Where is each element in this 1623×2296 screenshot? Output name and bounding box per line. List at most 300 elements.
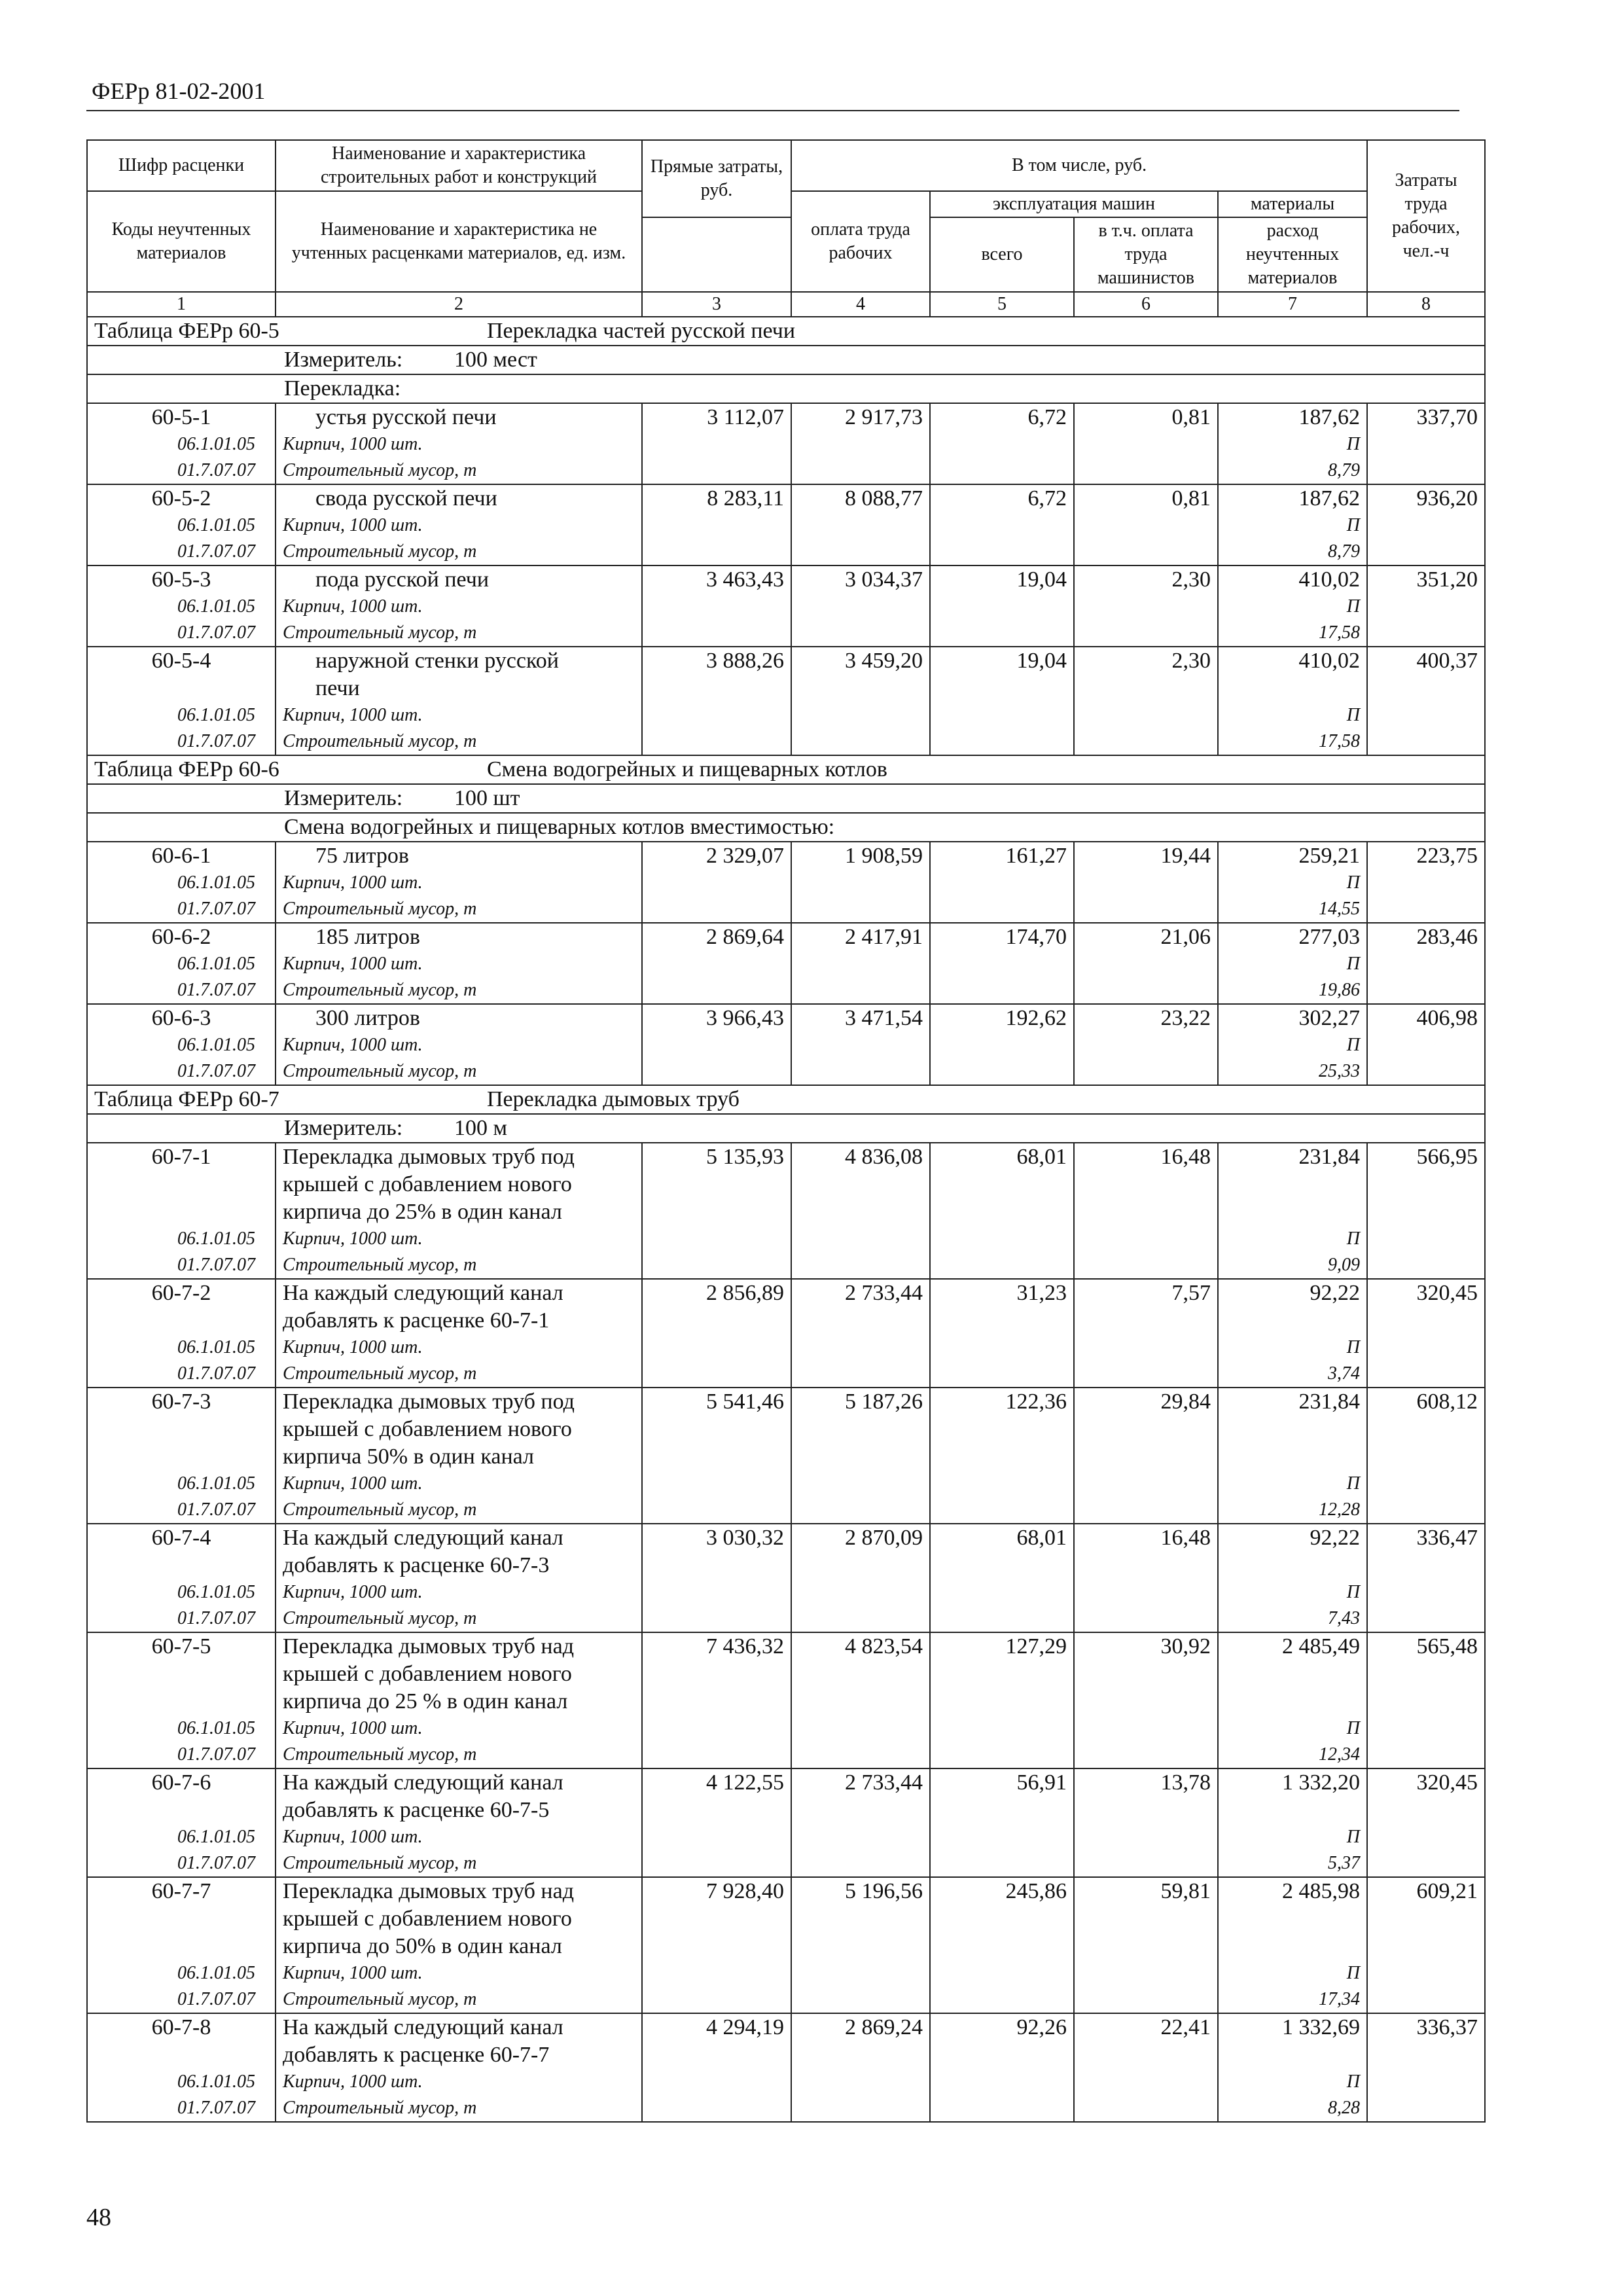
materials-value: 259,21 — [1298, 844, 1361, 868]
rate-code-cell — [87, 1632, 276, 1768]
material-unaccounted-mark: П — [1346, 1582, 1361, 1602]
section-title-row — [87, 755, 1485, 784]
value-c4: 5 196,56 — [791, 1877, 930, 2013]
meter-value: 100 м — [454, 1116, 508, 1140]
rates-table — [86, 139, 1486, 2123]
table-row — [87, 1877, 1485, 2013]
work-name-line: пода русской печи — [315, 567, 490, 592]
materials-cell — [1218, 2013, 1367, 2122]
material-debris-amount: 17,34 — [1319, 1989, 1361, 2009]
table-row — [87, 2013, 1485, 2122]
column-number: 3 — [642, 292, 791, 317]
material-code: 01.7.07.07 — [177, 1363, 255, 1384]
material-name: Кирпич, 1000 шт. — [283, 434, 423, 454]
section-table-code: Таблица ФЕРр 60-5 — [94, 319, 279, 343]
materials-value: 92,22 — [1310, 1526, 1361, 1550]
material-code: 01.7.07.07 — [177, 460, 255, 480]
material-debris-amount: 14,55 — [1319, 899, 1361, 919]
spacer — [1225, 1307, 1360, 1335]
material-code: 01.7.07.07 — [177, 1608, 255, 1628]
value-c4: 2 917,73 — [791, 403, 930, 484]
table-header — [87, 140, 1485, 317]
material-name: Строительный мусор, т — [283, 541, 477, 562]
value-labor: 223,75 — [1367, 842, 1485, 923]
material-code: 01.7.07.07 — [177, 1499, 255, 1520]
material-code: 01.7.07.07 — [177, 541, 255, 562]
table-row — [87, 1388, 1485, 1524]
value-c6: 13,78 — [1074, 1768, 1218, 1877]
spacer — [94, 1933, 268, 1960]
material-unaccounted-mark: П — [1346, 1718, 1361, 1738]
value-c6: 19,44 — [1074, 842, 1218, 923]
work-name-line: На каждый следующий канал — [283, 2015, 563, 2039]
spacer — [94, 2041, 268, 2069]
work-name-line: 185 литров — [315, 925, 420, 949]
group-label: Перекладка: — [87, 374, 1485, 403]
material-unaccounted-mark: П — [1346, 2072, 1361, 2092]
value-labor: 283,46 — [1367, 923, 1485, 1004]
value-labor: 337,70 — [1367, 403, 1485, 484]
rate-code: 60-6-1 — [151, 844, 211, 868]
material-name: Строительный мусор, т — [283, 2098, 477, 2118]
rate-code-cell — [87, 2013, 276, 2122]
work-name-cell — [276, 1877, 642, 2013]
spacer — [1225, 1688, 1360, 1715]
material-code: 01.7.07.07 — [177, 1989, 255, 2009]
materials-value: 187,62 — [1298, 405, 1361, 429]
header-direct-costs: Прямые затраты, руб. — [642, 140, 791, 217]
table-row — [87, 1768, 1485, 1877]
material-debris-amount: 8,79 — [1328, 460, 1361, 480]
materials-value: 2 485,49 — [1282, 1634, 1361, 1659]
table-row — [87, 1632, 1485, 1768]
column-number: 4 — [791, 292, 930, 317]
material-name: Строительный мусор, т — [283, 731, 477, 751]
rate-code: 60-5-1 — [151, 405, 211, 429]
material-name: Кирпич, 1000 шт. — [283, 1718, 423, 1738]
value-c6: 0,81 — [1074, 484, 1218, 565]
work-name-line: 75 литров — [315, 844, 409, 868]
section-table-code: Таблица ФЕРр 60-7 — [94, 1087, 279, 1111]
spacer — [94, 1688, 268, 1715]
value-c6: 16,48 — [1074, 1524, 1218, 1632]
rate-code: 60-6-2 — [151, 925, 211, 949]
header-work-name: Наименование и характеристика строительных работ и конструкций — [276, 140, 642, 191]
group-label-row — [87, 374, 1485, 403]
value-c3: 8 283,11 — [642, 484, 791, 565]
material-code: 06.1.01.05 — [177, 2072, 255, 2092]
value-c4: 3 471,54 — [791, 1004, 930, 1085]
rate-code-cell — [87, 1279, 276, 1388]
material-name: Кирпич, 1000 шт. — [283, 872, 423, 893]
section-title — [87, 1085, 1485, 1114]
rate-code-cell — [87, 1768, 276, 1877]
spacer — [94, 1660, 268, 1688]
materials-value: 1 332,20 — [1282, 1770, 1361, 1795]
meter-cell — [87, 346, 1485, 374]
material-code: 06.1.01.05 — [177, 1963, 255, 1983]
work-name-line: кирпича 50% в один канал — [283, 1444, 535, 1469]
material-code: 01.7.07.07 — [177, 2098, 255, 2118]
column-number: 7 — [1218, 292, 1367, 317]
header-machines: эксплуатация машин — [930, 191, 1218, 217]
section-title — [87, 317, 1485, 346]
header-unaccounted-materials: расход неучтенных материалов — [1218, 217, 1367, 292]
rate-code-cell — [87, 484, 276, 565]
value-c5: 127,29 — [930, 1632, 1074, 1768]
value-c5: 6,72 — [930, 484, 1074, 565]
materials-value: 231,84 — [1298, 1390, 1361, 1414]
value-c5: 92,26 — [930, 2013, 1074, 2122]
meter-row — [87, 346, 1485, 374]
material-code: 06.1.01.05 — [177, 1473, 255, 1494]
value-labor: 336,37 — [1367, 2013, 1485, 2122]
material-code: 06.1.01.05 — [177, 434, 255, 454]
table-body — [87, 317, 1485, 2122]
value-c3: 2 869,64 — [642, 923, 791, 1004]
material-code: 06.1.01.05 — [177, 596, 255, 617]
table-row — [87, 1004, 1485, 1085]
material-code: 01.7.07.07 — [177, 980, 255, 1000]
work-name-cell — [276, 647, 642, 755]
materials-value: 410,02 — [1298, 649, 1361, 673]
meter-cell — [87, 784, 1485, 813]
rate-code-cell — [87, 1004, 276, 1085]
materials-cell — [1218, 1143, 1367, 1279]
materials-cell — [1218, 1877, 1367, 2013]
value-labor: 320,45 — [1367, 1279, 1485, 1388]
material-name: Строительный мусор, т — [283, 1499, 477, 1520]
material-unaccounted-mark: П — [1346, 705, 1361, 725]
materials-cell — [1218, 1768, 1367, 1877]
material-unaccounted-mark: П — [1346, 1035, 1361, 1055]
work-name-cell — [276, 2013, 642, 2122]
spacer — [94, 1416, 268, 1443]
meter-value: 100 мест — [454, 348, 537, 372]
rate-code-cell — [87, 647, 276, 755]
work-name-line: крышей с добавлением нового — [283, 1662, 572, 1686]
material-code: 06.1.01.05 — [177, 705, 255, 725]
table-row — [87, 1524, 1485, 1632]
value-c3: 2 856,89 — [642, 1279, 791, 1388]
material-unaccounted-mark: П — [1346, 1229, 1361, 1249]
value-c6: 59,81 — [1074, 1877, 1218, 2013]
value-c3: 7 928,40 — [642, 1877, 791, 2013]
materials-cell — [1218, 923, 1367, 1004]
materials-value: 92,22 — [1310, 1281, 1361, 1305]
meter-row — [87, 1114, 1485, 1143]
value-c5: 174,70 — [930, 923, 1074, 1004]
header-including: В том числе, руб. — [791, 140, 1367, 191]
work-name-cell — [276, 842, 642, 923]
rate-code-cell — [87, 1388, 276, 1524]
value-c4: 2 869,24 — [791, 2013, 930, 2122]
header-direct-costs-cont — [642, 217, 791, 292]
material-name: Строительный мусор, т — [283, 1363, 477, 1384]
rate-code: 60-6-3 — [151, 1006, 211, 1030]
section-title-row — [87, 1085, 1485, 1114]
rate-code: 60-7-6 — [151, 1770, 211, 1795]
material-unaccounted-mark: П — [1346, 596, 1361, 617]
material-debris-amount: 9,09 — [1328, 1255, 1361, 1275]
rate-code: 60-7-4 — [151, 1526, 211, 1550]
materials-cell — [1218, 842, 1367, 923]
material-name: Строительный мусор, т — [283, 980, 477, 1000]
value-c4: 2 870,09 — [791, 1524, 930, 1632]
header-machinist-wages: в т.ч. оплата труда машинистов — [1074, 217, 1218, 292]
spacer — [1225, 1552, 1360, 1579]
value-c4: 2 417,91 — [791, 923, 930, 1004]
material-code: 01.7.07.07 — [177, 899, 255, 919]
column-number: 8 — [1367, 292, 1485, 317]
value-c4: 3 034,37 — [791, 565, 930, 647]
value-labor: 320,45 — [1367, 1768, 1485, 1877]
material-debris-amount: 5,37 — [1328, 1853, 1361, 1873]
material-name: Кирпич, 1000 шт. — [283, 515, 423, 535]
work-name-cell — [276, 1768, 642, 1877]
material-name: Кирпич, 1000 шт. — [283, 596, 423, 617]
column-number: 5 — [930, 292, 1074, 317]
material-code: 01.7.07.07 — [177, 1853, 255, 1873]
value-c3: 5 541,46 — [642, 1388, 791, 1524]
spacer — [94, 1552, 268, 1579]
work-name-cell — [276, 1524, 642, 1632]
rate-code: 60-5-3 — [151, 567, 211, 592]
table-row — [87, 923, 1485, 1004]
value-c4: 3 459,20 — [791, 647, 930, 755]
value-c4: 2 733,44 — [791, 1768, 930, 1877]
material-name: Строительный мусор, т — [283, 1989, 477, 2009]
spacer — [1225, 1660, 1360, 1688]
value-c3: 2 329,07 — [642, 842, 791, 923]
meter-cell — [87, 1114, 1485, 1143]
section-table-name: Перекладка дымовых труб — [487, 1087, 740, 1111]
table-row — [87, 842, 1485, 923]
spacer — [1225, 1171, 1360, 1198]
work-name-line: крышей с добавлением нового — [283, 1417, 572, 1441]
material-name: Кирпич, 1000 шт. — [283, 2072, 423, 2092]
material-debris-amount: 17,58 — [1319, 622, 1361, 643]
value-c5: 31,23 — [930, 1279, 1074, 1388]
material-name: Кирпич, 1000 шт. — [283, 1229, 423, 1249]
meter-value: 100 шт — [454, 786, 520, 810]
value-c3: 5 135,93 — [642, 1143, 791, 1279]
materials-value: 410,02 — [1298, 567, 1361, 592]
materials-value: 1 332,69 — [1282, 2015, 1361, 2039]
material-code: 01.7.07.07 — [177, 1061, 255, 1081]
work-name-cell — [276, 1632, 642, 1768]
value-c4: 8 088,77 — [791, 484, 930, 565]
material-code: 01.7.07.07 — [177, 622, 255, 643]
value-c5: 122,36 — [930, 1388, 1074, 1524]
materials-cell — [1218, 647, 1367, 755]
rate-code-cell — [87, 565, 276, 647]
rate-code: 60-5-2 — [151, 486, 211, 511]
value-labor: 336,47 — [1367, 1524, 1485, 1632]
material-name: Строительный мусор, т — [283, 460, 477, 480]
value-c5: 56,91 — [930, 1768, 1074, 1877]
column-number: 6 — [1074, 292, 1218, 317]
materials-cell — [1218, 403, 1367, 484]
value-labor: 351,20 — [1367, 565, 1485, 647]
work-name-line: свода русской печи — [315, 486, 497, 511]
table-row — [87, 403, 1485, 484]
section-table-code: Таблица ФЕРр 60-6 — [94, 757, 279, 781]
work-name-line: кирпича до 25% в один канал — [283, 1200, 562, 1224]
spacer — [94, 1171, 268, 1198]
materials-value: 231,84 — [1298, 1145, 1361, 1169]
work-name-line: печи — [315, 676, 360, 700]
materials-value: 187,62 — [1298, 486, 1361, 511]
value-labor: 406,98 — [1367, 1004, 1485, 1085]
material-code: 06.1.01.05 — [177, 1827, 255, 1847]
work-name-cell — [276, 1143, 642, 1279]
header-materials: материалы — [1218, 191, 1367, 217]
materials-value: 302,27 — [1298, 1006, 1361, 1030]
spacer — [1225, 675, 1360, 702]
materials-cell — [1218, 484, 1367, 565]
work-name-line: наружной стенки русской — [315, 649, 559, 673]
work-name-line: устья русской печи — [315, 405, 497, 429]
header-labor: Затраты труда рабочих, чел.-ч — [1367, 140, 1485, 292]
value-c3: 7 436,32 — [642, 1632, 791, 1768]
section-title — [87, 755, 1485, 784]
material-debris-amount: 19,86 — [1319, 980, 1361, 1000]
materials-cell — [1218, 1388, 1367, 1524]
value-c3: 3 966,43 — [642, 1004, 791, 1085]
material-name: Кирпич, 1000 шт. — [283, 954, 423, 974]
meter-label: Измеритель: — [284, 348, 403, 372]
work-name-line: крышей с добавлением нового — [283, 1172, 572, 1196]
rate-code-cell — [87, 923, 276, 1004]
value-c3: 3 888,26 — [642, 647, 791, 755]
value-c3: 3 112,07 — [642, 403, 791, 484]
material-code: 06.1.01.05 — [177, 515, 255, 535]
value-c6: 22,41 — [1074, 2013, 1218, 2122]
rate-code: 60-7-8 — [151, 2015, 211, 2039]
spacer — [1225, 1933, 1360, 1960]
value-labor: 608,12 — [1367, 1388, 1485, 1524]
material-name: Строительный мусор, т — [283, 622, 477, 643]
spacer — [94, 675, 268, 702]
material-name: Строительный мусор, т — [283, 899, 477, 919]
table-row — [87, 1143, 1485, 1279]
material-unaccounted-mark: П — [1346, 434, 1361, 454]
work-name-line: кирпича до 50% в один канал — [283, 1934, 562, 1958]
work-name-cell — [276, 923, 642, 1004]
material-debris-amount: 7,43 — [1328, 1608, 1361, 1628]
spacer — [94, 1307, 268, 1335]
spacer — [94, 1905, 268, 1933]
value-c6: 21,06 — [1074, 923, 1218, 1004]
work-name-line: Перекладка дымовых труб над — [283, 1879, 575, 1903]
value-c6: 16,48 — [1074, 1143, 1218, 1279]
value-c5: 161,27 — [930, 842, 1074, 923]
material-debris-amount: 3,74 — [1328, 1363, 1361, 1384]
material-code: 06.1.01.05 — [177, 1229, 255, 1249]
spacer — [1225, 1797, 1360, 1824]
work-name-cell — [276, 484, 642, 565]
value-c4: 1 908,59 — [791, 842, 930, 923]
materials-cell — [1218, 565, 1367, 647]
section-title-row — [87, 317, 1485, 346]
material-debris-amount: 12,28 — [1319, 1499, 1361, 1520]
value-c6: 30,92 — [1074, 1632, 1218, 1768]
work-name-cell — [276, 1388, 642, 1524]
value-c6: 0,81 — [1074, 403, 1218, 484]
material-unaccounted-mark: П — [1346, 515, 1361, 535]
material-code: 01.7.07.07 — [177, 731, 255, 751]
value-c3: 4 294,19 — [642, 2013, 791, 2122]
meter-row — [87, 784, 1485, 813]
materials-cell — [1218, 1524, 1367, 1632]
material-debris-amount: 12,34 — [1319, 1744, 1361, 1765]
material-name: Строительный мусор, т — [283, 1061, 477, 1081]
table-row — [87, 565, 1485, 647]
value-c3: 3 463,43 — [642, 565, 791, 647]
rate-code: 60-7-2 — [151, 1281, 211, 1305]
value-labor: 566,95 — [1367, 1143, 1485, 1279]
spacer — [94, 1198, 268, 1226]
value-labor: 400,37 — [1367, 647, 1485, 755]
material-debris-amount: 25,33 — [1319, 1061, 1361, 1081]
work-name-line: добавлять к расценке 60-7-7 — [283, 2043, 550, 2067]
work-name-line: На каждый следующий канал — [283, 1770, 563, 1795]
value-c5: 192,62 — [930, 1004, 1074, 1085]
material-debris-amount: 8,28 — [1328, 2098, 1361, 2118]
value-c4: 2 733,44 — [791, 1279, 930, 1388]
material-code: 01.7.07.07 — [177, 1255, 255, 1275]
value-c4: 4 836,08 — [791, 1143, 930, 1279]
work-name-cell — [276, 1004, 642, 1085]
work-name-cell — [276, 1279, 642, 1388]
work-name-line: Перекладка дымовых труб под — [283, 1145, 575, 1169]
value-c4: 4 823,54 — [791, 1632, 930, 1768]
table-row — [87, 484, 1485, 565]
running-head: ФЕРр 81-02-2001 — [92, 78, 266, 104]
materials-cell — [1218, 1279, 1367, 1388]
spacer — [1225, 1198, 1360, 1226]
material-unaccounted-mark: П — [1346, 1473, 1361, 1494]
value-c5: 19,04 — [930, 647, 1074, 755]
column-numbers-row — [87, 292, 1485, 317]
column-number: 2 — [276, 292, 642, 317]
spacer — [1225, 1416, 1360, 1443]
spacer — [94, 1797, 268, 1824]
header-rule — [86, 110, 1459, 111]
group-label-row — [87, 813, 1485, 842]
rate-code-cell — [87, 1143, 276, 1279]
material-name: Строительный мусор, т — [283, 1853, 477, 1873]
material-debris-amount: 17,58 — [1319, 731, 1361, 751]
work-name-line: На каждый следующий канал — [283, 1281, 563, 1305]
work-name-cell — [276, 565, 642, 647]
material-code: 06.1.01.05 — [177, 954, 255, 974]
section-table-name: Смена водогрейных и пищеварных котлов — [487, 757, 887, 781]
value-c6: 2,30 — [1074, 565, 1218, 647]
table-row — [87, 1279, 1485, 1388]
work-name-line: 300 литров — [315, 1006, 420, 1030]
work-name-line: добавлять к расценке 60-7-5 — [283, 1798, 550, 1822]
material-debris-amount: 8,79 — [1328, 541, 1361, 562]
material-name: Кирпич, 1000 шт. — [283, 1963, 423, 1983]
value-labor: 609,21 — [1367, 1877, 1485, 2013]
value-c5: 68,01 — [930, 1143, 1074, 1279]
material-name: Строительный мусор, т — [283, 1255, 477, 1275]
materials-cell — [1218, 1632, 1367, 1768]
work-name-line: кирпича до 25 % в один канал — [283, 1689, 568, 1713]
material-unaccounted-mark: П — [1346, 954, 1361, 974]
